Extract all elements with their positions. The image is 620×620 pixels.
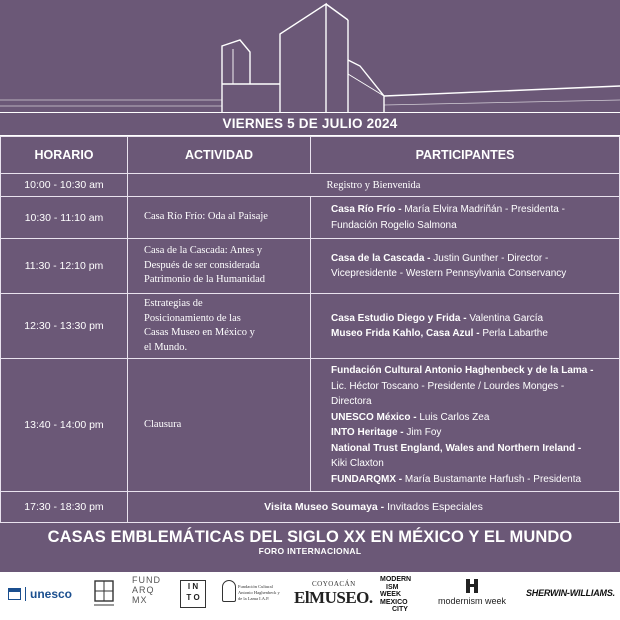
table-row (1, 197, 620, 239)
participant-line: Fundación Cultural Antonio Haghenbeck y de la Lama - (331, 365, 594, 376)
haghenbeck-foundation-logo: Fundación Cultural Antonio Haghenbeck y de la Lama I.A.P. (222, 578, 284, 612)
date-title: VIERNES 5 DE JULIO 2024 (0, 112, 620, 136)
participants-cell (311, 197, 620, 239)
schedule-table (0, 136, 620, 523)
merged-cell: Visita Museo Soumaya - Invitados Especiales (128, 492, 620, 523)
activity-cell: Clausura (128, 359, 311, 492)
participant-line: Lic. Héctor Toscano - Presidente / Lourdes Monges - (331, 380, 565, 392)
coyoacan-elmuseo-logo: COYOACÁN ElMUSEO. (294, 580, 373, 607)
merged-cell: Registro y Bienvenida (128, 174, 620, 197)
into-logo: I N T O (180, 580, 206, 608)
time-cell: 10:30 - 11:10 am (1, 197, 128, 239)
forum-subtitle: FORO INTERNACIONAL (258, 546, 362, 556)
time-cell: 11:30 - 12:10 pm (1, 239, 128, 294)
crest-icon (92, 578, 116, 608)
sherwin-williams-logo: SHERWIN-WILLIAMS. (526, 588, 615, 598)
activity-cell: Casa Río Frío: Oda al Paisaje (128, 197, 311, 239)
unesco-logo: unesco (8, 586, 74, 604)
time-cell: 17:30 - 18:30 pm (1, 492, 128, 523)
participant-line: Casa de la Cascada - Justin Gunther - Director - (331, 252, 549, 264)
skyline-illustration (0, 0, 620, 112)
participant-line: Casa Estudio Diego y Frida - Valentina García (331, 312, 544, 324)
time-cell: 10:00 - 10:30 am (1, 174, 128, 197)
table-header-row (1, 137, 620, 174)
activity-cell: Estrategias de Posicionamiento de las Casas Museo en México y el Mundo. (128, 294, 311, 359)
participant-line: Kiki Claxton (331, 458, 384, 469)
table-row (1, 294, 620, 359)
casa-estudio-crest-logo (92, 578, 116, 608)
activity-cell: Casa de la Cascada: Antes y Después de ser considerada Patrimonio de la Humanidad (128, 239, 311, 294)
forum-title: CASAS EMBLEMÁTICAS DEL SIGLO XX EN MÉXICO Y EL MUNDO (47, 528, 573, 546)
sponsor-logos-strip (0, 572, 620, 620)
participant-line: Vicepresidente - Western Pennsylvania Conservancy (331, 268, 567, 279)
seal-icon (222, 580, 236, 602)
time-cell: 13:40 - 14:00 pm (1, 359, 128, 492)
participant-line: INTO Heritage - Jim Foy (331, 427, 442, 438)
participant-line: Directora (331, 396, 372, 407)
participants-cell (311, 239, 620, 294)
table-row (1, 174, 620, 197)
column-header-horario: HORARIO (1, 137, 128, 174)
modernism-week-mexico-city-logo: MODERN ISM WEEK MEXICO CITY (380, 576, 412, 613)
participant-line: National Trust England, Wales and Northern Ireland - (331, 442, 582, 454)
mw-mark-icon (465, 578, 479, 594)
column-header-actividad: ACTIVIDAD (128, 137, 311, 174)
table-row (1, 492, 620, 523)
participant-line: FUNDARQMX - María Bustamante Harfush - Presidenta (331, 473, 582, 485)
participant-line: UNESCO México - Luis Carlos Zea (331, 411, 490, 423)
participants-cell (311, 294, 620, 359)
participant-line: Casa Río Frío - María Elvira Madriñán - Presidenta - (331, 204, 565, 215)
fundarq-mx-logo: FUND ARQ MX (132, 575, 161, 605)
table-row (1, 359, 620, 492)
participants-cell (311, 359, 620, 492)
table-row (1, 239, 620, 294)
time-cell: 12:30 - 13:30 pm (1, 294, 128, 359)
modernism-week-logo: modernism week (432, 578, 512, 614)
temple-icon (8, 588, 21, 600)
column-header-participantes: PARTICIPANTES (311, 137, 620, 174)
participant-line: Museo Frida Kahlo, Casa Azul - Perla Labarthe (331, 328, 548, 339)
participant-line: Fundación Rogelio Salmona (331, 219, 457, 231)
